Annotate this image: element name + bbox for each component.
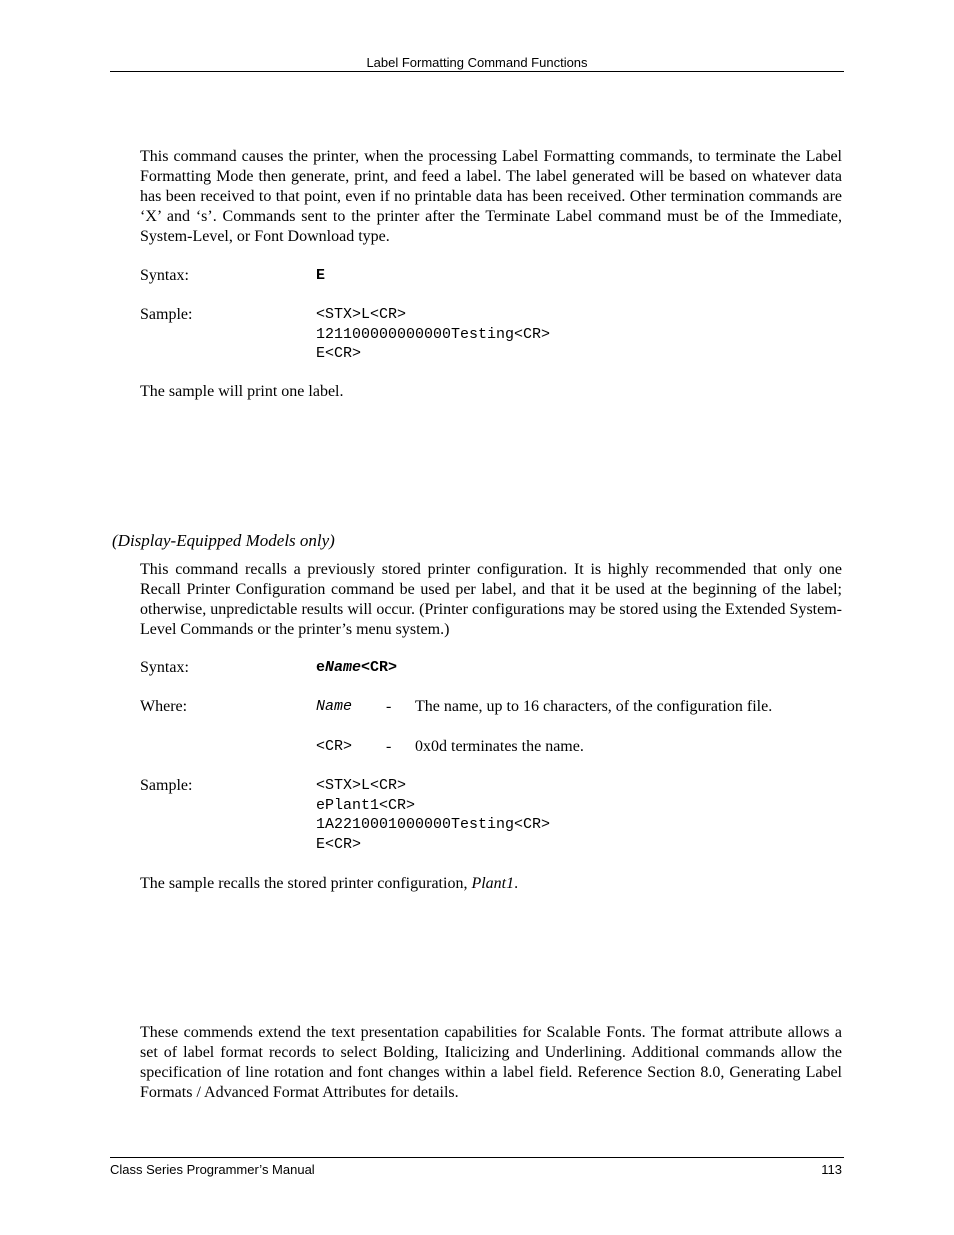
sample-line: ePlant1<CR>	[316, 796, 416, 814]
model-note: (Display-Equipped Models only)	[112, 531, 335, 550]
where-dash: -	[386, 698, 392, 715]
sample-line: E<CR>	[316, 345, 362, 362]
terminate-description: This command causes the printer, when the processing Label Formatting commands, to terminate the Label Formatting Mode then generate, print, and feed a label. The label generated will be based on whatever data has been received to that point, even if no printable data has been received. Other termination commands are ‘X’ and ‘s’. Commands sent to the printer after the Terminate Label command must be of the Immediate, System-Level, or Font Download type.	[140, 148, 842, 245]
extended-attributes-description: These commends extend the text presentation capabilities for Scalable Fonts. The format attribute allows a set of label format records to select Bolding, Italicizing and Underlining. Additional commands allow the specification of line rotation and font changes within a label field. Reference Section 8.0, Generating Label Formats / Advanced Format Attributes for details.	[140, 1024, 842, 1101]
sample-line: <STX>L<CR>	[316, 777, 407, 794]
result-text: The sample recalls the stored printer configuration,	[140, 875, 472, 892]
sample-label: Sample:	[140, 306, 193, 323]
where-dash: -	[386, 738, 392, 755]
where-term: <CR>	[316, 738, 353, 755]
recall-description: This command recalls a previously stored printer configuration. It is highly recommended that only one Recall Printer Configuration command be used per label, and that it be used at the beginning of the label; otherwise, unpredictable results will occur. (Printer configurations may be stored using the Extended System-Level Commands or the printer’s menu system.)	[140, 561, 842, 638]
result-config-name: Plant1	[471, 875, 515, 892]
syntax-label: Syntax:	[140, 659, 189, 676]
sample-label: Sample:	[140, 777, 193, 794]
where-desc: The name, up to 16 characters, of the configuration file.	[415, 698, 773, 715]
page-number: 113	[821, 1162, 842, 1177]
sample-result: The sample will print one label.	[140, 383, 344, 400]
syntax-suffix: <CR>	[361, 659, 398, 676]
running-header: Label Formatting Command Functions	[366, 55, 588, 70]
syntax-label: Syntax:	[140, 267, 189, 284]
footer-rule	[110, 1157, 844, 1158]
syntax-value	[316, 658, 397, 678]
where-term: Name	[316, 698, 353, 715]
syntax-value: E	[316, 267, 326, 284]
sample-line: E<CR>	[316, 835, 362, 853]
footer-manual-title: Class Series Programmer’s Manual	[110, 1162, 315, 1177]
where-label: Where:	[140, 698, 188, 715]
syntax-prefix: e	[316, 659, 326, 676]
sample-line: 1A2210001000000Testing<CR>	[316, 816, 551, 833]
syntax-param: Name	[325, 659, 362, 676]
where-desc: 0x0d terminates the name.	[415, 738, 584, 755]
header-rule	[110, 71, 844, 72]
sample-line: 121100000000000Testing<CR>	[316, 325, 551, 343]
sample-line: <STX>L<CR>	[316, 306, 407, 323]
sample-result	[140, 874, 518, 894]
result-period: .	[514, 875, 519, 892]
